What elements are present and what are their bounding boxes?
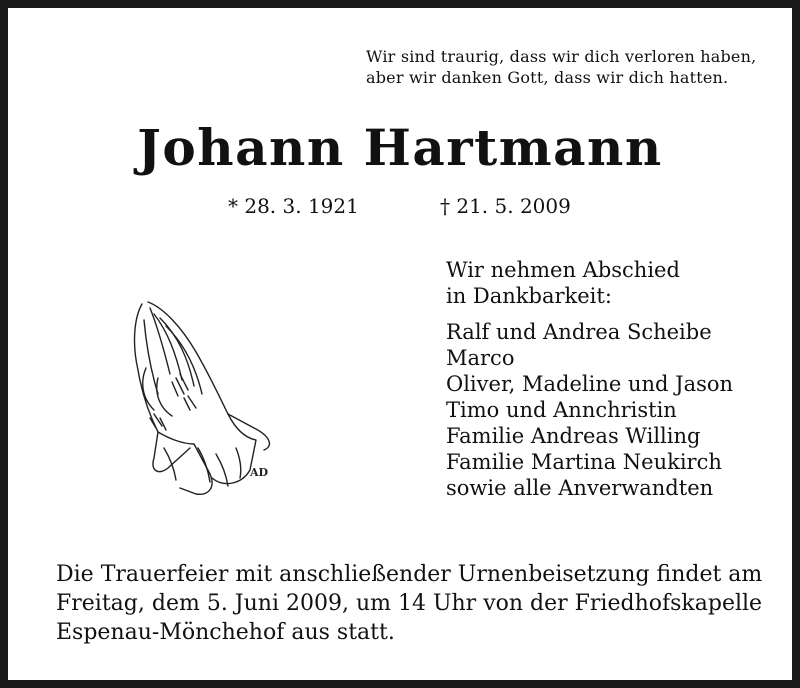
birth-date: * 28. 3. 1921 [228,194,359,218]
service-info [56,560,786,647]
motto-line: Wir sind traurig, dass wir dich verloren haben, [366,47,757,66]
farewell-intro: Wir nehmen Abschied [446,258,680,282]
service-line: Espenau-Mönchehof aus statt. [56,620,395,645]
service-line: Die Trauerfeier mit anschließender Urnenbeisetzung findet am [56,562,763,587]
service-line: Freitag, dem 5. Juni 2009, um 14 Uhr von der Friedhofskapelle [56,591,763,616]
mourner-item: sowie alle Anverwandten [446,476,714,500]
motto [366,46,756,88]
mourners-block [446,257,733,501]
mourner-item: Ralf und Andrea Scheibe [446,320,712,344]
mourner-list [446,319,733,501]
deceased-name: Johann Hartmann [137,118,663,177]
mourner-item: Timo und Annchristin [446,398,677,422]
motto-line: aber wir danken Gott, dass wir dich hatten. [366,68,729,87]
mourner-item: Familie Andreas Willing [446,424,701,448]
death-date: † 21. 5. 2009 [440,194,571,218]
mourner-item: Marco [446,346,515,370]
obituary-notice [8,8,792,680]
mourner-item: Oliver, Madeline und Jason [446,372,734,396]
mourner-item: Familie Martina Neukirch [446,450,722,474]
farewell-intro: in Dankbarkeit: [446,284,612,308]
praying-hands-icon [124,298,284,507]
monogram: AD [250,466,269,479]
